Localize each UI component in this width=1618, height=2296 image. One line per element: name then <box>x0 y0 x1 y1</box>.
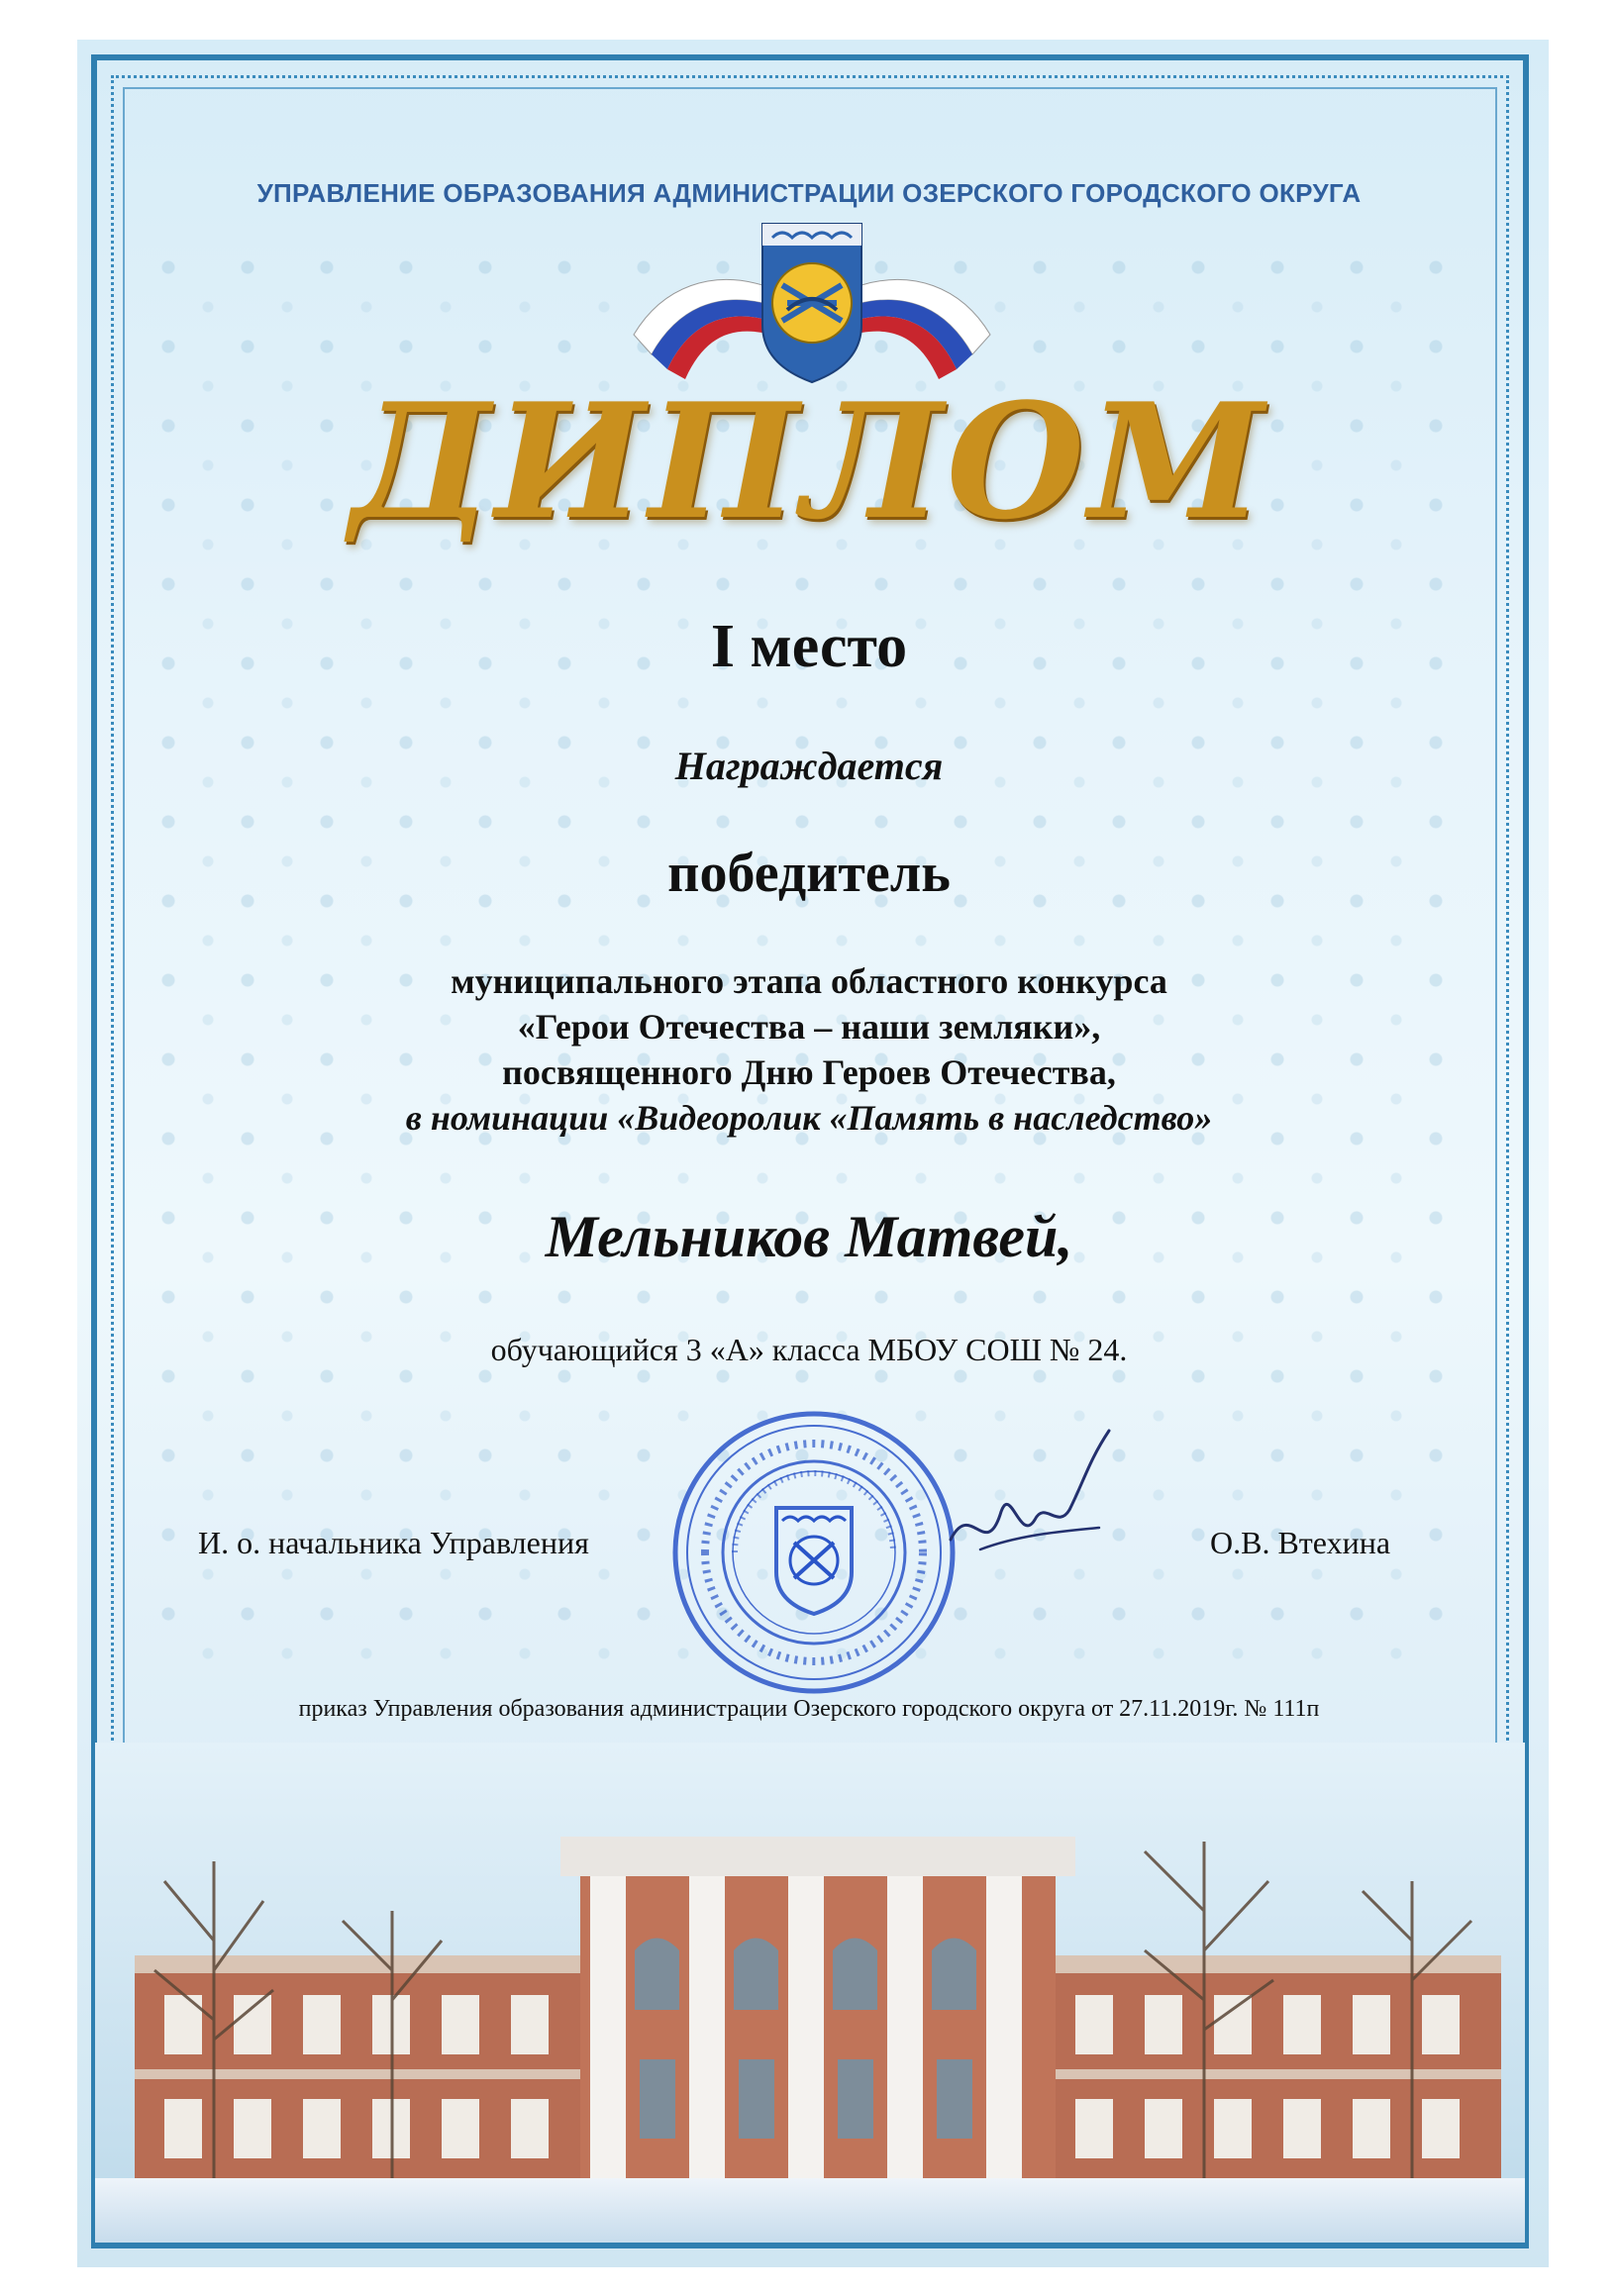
winner-label: победитель <box>667 843 951 904</box>
signer-position: И. о. начальника Управления <box>198 1525 589 1560</box>
handwritten-signature <box>941 1421 1119 1569</box>
organization-header: УПРАВЛЕНИЕ ОБРАЗОВАНИЯ АДМИНИСТРАЦИИ ОЗЕРСКОГО ГОРОДСКОГО ОКРУГА <box>256 178 1362 208</box>
official-stamp <box>665 1404 962 1701</box>
emblem-with-ribbon <box>624 216 1000 384</box>
place-heading: I место <box>710 613 908 680</box>
coat-of-arms-icon <box>624 216 1000 384</box>
awarded-label: Награждается <box>674 744 944 788</box>
contest-line-1: муниципального этапа областного конкурса <box>451 961 1167 1001</box>
building-illustration-icon <box>95 1743 1525 2243</box>
contest-description <box>0 958 1618 1141</box>
contest-line-2: «Герои Отечества – наши земляки», <box>517 1007 1101 1047</box>
diploma-title: ДИПЛОМ <box>350 368 1268 554</box>
signer-name: О.В. Втехина <box>1210 1525 1391 1560</box>
recipient-name: Мельников Матвей, <box>545 1204 1073 1269</box>
stamp-seal-icon <box>665 1404 962 1701</box>
recipient-details: обучающийся 3 «А» класса МБОУ СОШ № 24. <box>490 1332 1128 1367</box>
contest-line-3: посвященного Дню Героев Отечества, <box>502 1052 1116 1092</box>
contest-nomination: в номинации «Видеоролик «Память в наследство» <box>405 1098 1213 1138</box>
signature-icon <box>941 1421 1119 1569</box>
order-reference: приказ Управления образования администрации Озерского городского округа от 27.11.2019г. № 111п <box>298 1696 1320 1722</box>
building-photo <box>95 1743 1525 2243</box>
